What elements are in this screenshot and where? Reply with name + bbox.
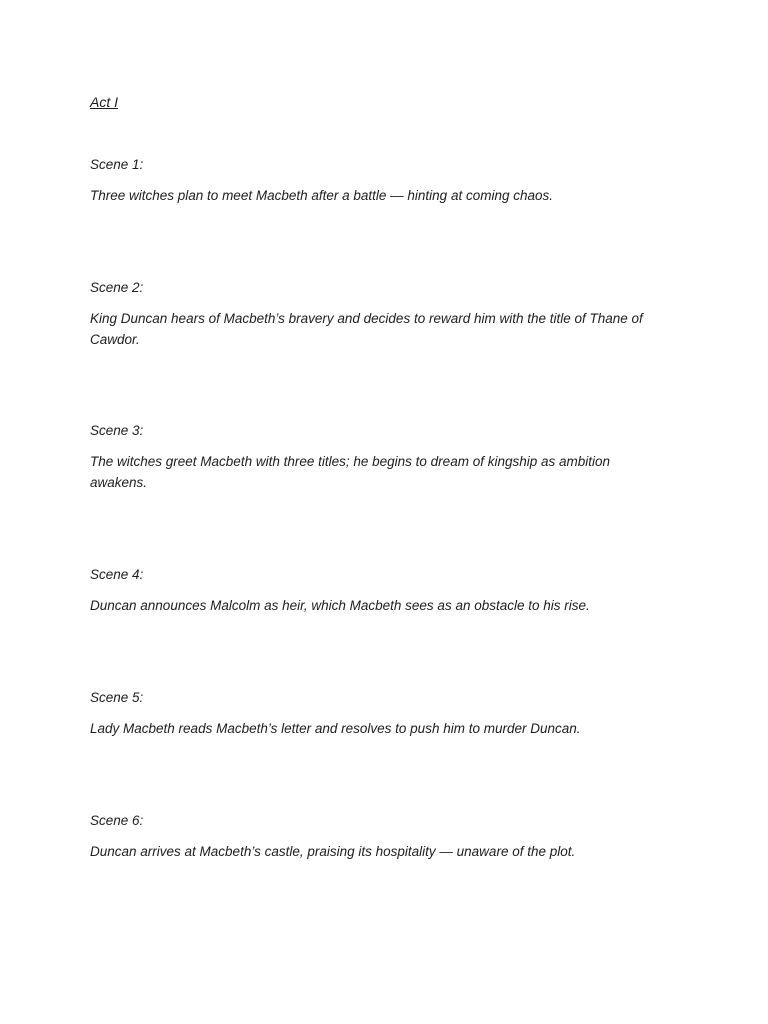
scene-summary: Duncan arrives at Macbeth’s castle, praising its hospitality — unaware of the plot. [90, 844, 576, 859]
scene-1-section [90, 155, 670, 206]
scene-summary: King Duncan hears of Macbeth’s bravery and decides to reward him with the title of Thane of Cawdor. [90, 311, 643, 347]
scene-heading: Scene 5: [90, 690, 144, 705]
scene-summary: Duncan announces Malcolm as heir, which Macbeth sees as an obstacle to his rise. [90, 598, 590, 613]
scene-3-section [90, 421, 670, 493]
act-title: Act I [90, 94, 119, 110]
scene-summary: Lady Macbeth reads Macbeth’s letter and resolves to push him to murder Duncan. [90, 721, 581, 736]
scene-6-section [90, 811, 670, 862]
scene-5-section [90, 688, 670, 739]
scene-heading: Scene 6: [90, 813, 144, 828]
scene-summary: The witches greet Macbeth with three titles; he begins to dream of kingship as ambition awakens. [90, 454, 611, 490]
scene-2-section [90, 278, 670, 350]
scene-heading: Scene 3: [90, 423, 144, 438]
scene-summary: Three witches plan to meet Macbeth after a battle — hinting at coming chaos. [90, 188, 553, 203]
scene-heading: Scene 2: [90, 280, 144, 295]
scene-4-section [90, 565, 670, 616]
scene-heading: Scene 1: [90, 157, 144, 172]
scene-heading: Scene 4: [90, 567, 144, 582]
